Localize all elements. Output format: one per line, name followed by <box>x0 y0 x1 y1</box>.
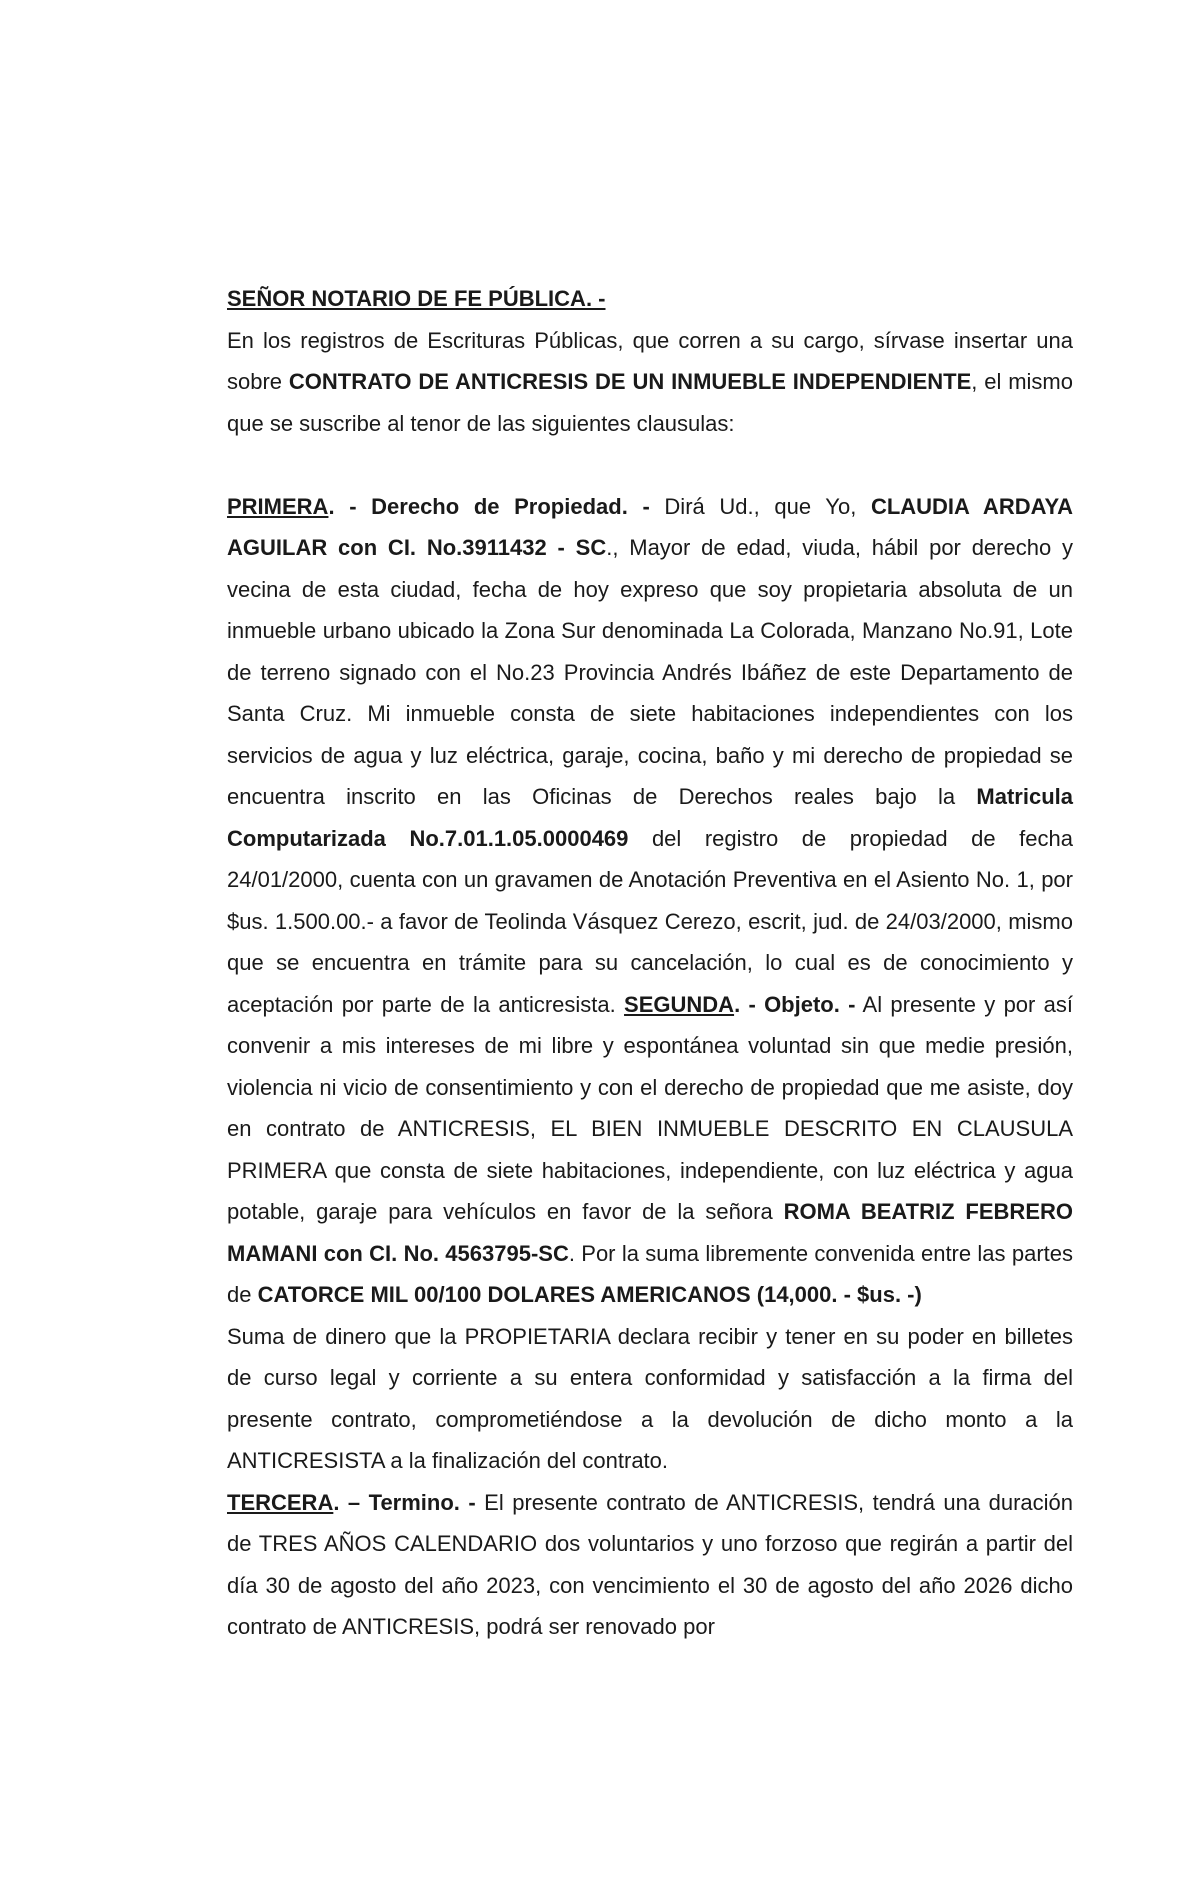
document-body <box>227 278 1073 1648</box>
intro-text-2: , el mismo que se suscribe al tenor de las siguientes clausulas: <box>227 369 1073 436</box>
clause-segunda-title: . - Objeto. - <box>734 991 856 1017</box>
segunda-text-2: . Por la suma libremente convenida entre las partes de <box>227 1240 1073 1307</box>
clause-primera-title: . - Derecho de Propiedad. - <box>328 493 650 519</box>
clause-segunda-label: SEGUNDA <box>624 991 735 1017</box>
paragraph-gap <box>227 444 1073 486</box>
primera-text-3: del registro de propiedad de fecha 24/01/2000, cuenta con un gravamen de Anotación Preventiva en el Asiento No. 1, por $us. 1.500.00.- a favor de Teolinda Vásquez Cerezo, escrit, jud. de 24/03/2000, mismo que se encuentra en trámite para su cancelación, lo cual es de conocimiento y aceptación por parte de la anticresista. <box>227 825 1074 1017</box>
clause-primera <box>227 486 1073 1316</box>
owner-name: CLAUDIA ARDAYA AGUILAR con CI. No.3911432 - SC <box>227 493 1073 560</box>
tercera-text-1: El presente contrato de ANTICRESIS, tendrá una duración de TRES AÑOS CALENDARIO dos voluntarios y uno forzoso que regirán a partir del día 30 de agosto del año 2023, con vencimiento el 30 de agosto del año 2026 dicho contrato de ANTICRESIS, podrá ser renovado por <box>227 1489 1074 1639</box>
contract-amount: CATORCE MIL 00/100 DOLARES AMERICANOS (14,000. - $us. -) <box>257 1282 922 1307</box>
intro-paragraph <box>227 320 1073 445</box>
suma-paragraph: Suma de dinero que la PROPIETARIA declara recibir y tener en su poder en billetes de curso legal y corriente a su entera conformidad y satisfacción a la firma del presente contrato, comprometiéndose a la devolución de dicho monto a la ANTICRESISTA a la finalización del contrato. <box>227 1323 1073 1473</box>
tenant-name: ROMA BEATRIZ FEBRERO MAMANI con CI. No. 4563795-SC <box>227 1199 1073 1266</box>
clause-tercera <box>227 1482 1073 1648</box>
contract-title: CONTRATO DE ANTICRESIS DE UN INMUEBLE INDEPENDIENTE <box>288 369 972 394</box>
primera-text-1: Dirá Ud., que Yo, <box>649 493 871 519</box>
intro-text-1: En los registros de Escrituras Públicas, que corren a su cargo, sírvase insertar una sobre <box>227 327 1073 394</box>
clause-tercera-title: . – Termino. - <box>333 1489 476 1515</box>
registry-number: Matricula Computarizada No.7.01.1.05.0000469 <box>227 784 1073 851</box>
document-heading: SEÑOR NOTARIO DE FE PÚBLICA. - <box>227 286 606 311</box>
segunda-text-1: Al presente y por así convenir a mis intereses de mi libre y espontánea voluntad sin que medie presión, violencia ni vicio de consentimiento y con el derecho de propiedad que me asiste, doy en contrato de ANTICRESIS, EL BIEN INMUEBLE DESCRITO EN CLAUSULA PRIMERA que consta de siete habitaciones, independiente, con luz eléctrica y agua potable, garaje para vehículos en favor de la señora <box>227 991 1073 1224</box>
primera-text-2: ., Mayor de edad, viuda, hábil por derecho y vecina de esta ciudad, fecha de hoy expreso que soy propietaria absoluta de un inmueble urbano ubicado la Zona Sur denominada La Colorada, Manzano No.91, Lote de terreno signado con el No.23 Provincia Andrés Ibáñez de este Departamento de Santa Cruz. Mi inmueble consta de siete habitaciones independientes con los servicios de agua y luz eléctrica, garaje, cocina, baño y mi derecho de propiedad se encuentra inscrito en las Oficinas de Derechos reales bajo la <box>227 535 1073 809</box>
clause-primera-label: PRIMERA <box>227 493 329 519</box>
clause-tercera-label: TERCERA <box>227 1489 334 1515</box>
